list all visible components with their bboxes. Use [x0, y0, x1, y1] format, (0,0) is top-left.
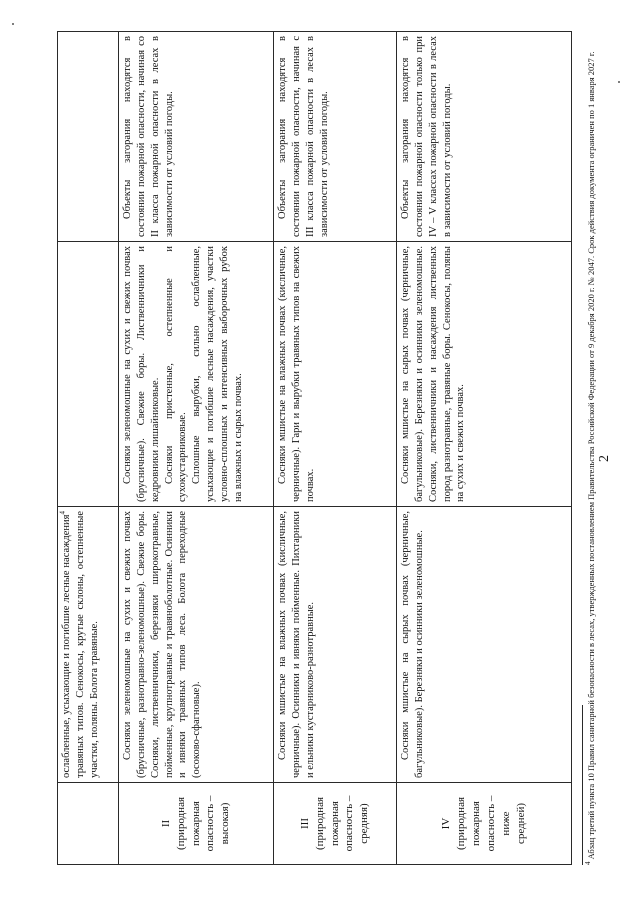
class-number: IV — [440, 817, 453, 830]
other-vegetation-cell — [274, 242, 397, 507]
class-desc-line: пожарная — [328, 801, 341, 846]
class-desc-line: опасность – — [485, 795, 497, 852]
scan-speck — [618, 81, 620, 83]
conditions-cell — [397, 32, 572, 242]
conditions-cell — [58, 32, 119, 242]
other-vegetation-paragraph: Сосняки зеленомошные на сухих и свежих почвах (брусничные). Свежие боры. Лиственничники и кедровники лишайниковые. — [122, 246, 161, 502]
class-desc-line: ниже — [499, 811, 512, 836]
class-cell — [58, 783, 119, 865]
other-vegetation-paragraph: Сосняки пристенные, остепненные и сухокустарниковые. — [163, 246, 189, 502]
vegetation-cell — [58, 507, 119, 783]
other-vegetation-paragraph: Сосняки мшистые на сырых почвах (черничные, багульниковые). Березняки и осинники зеленомошные. Сосняки, лиственничники и насаждения лиственных пород разнотравные, травяные боры. Сенокосы, поляны на сухих и свежих почвах. — [400, 246, 467, 502]
class-desc-line: (природная — [455, 796, 468, 851]
vegetation-text-rest: травяных типов. Сенокосы, крутые склоны, остепненные участки, поляны. Болота травяные. — [74, 511, 100, 778]
conditions-text: Объекты загорания находятся в состоянии пожарной опасности, начиная со II класса пожарной опасности в лесах в зависимости от условий погоды. — [122, 36, 175, 237]
class-desc-line: (природная — [174, 796, 187, 851]
class-cell — [397, 783, 572, 865]
other-vegetation-paragraph: Сплошные вырубки, сильно ослабленные, усыхающие и погибшие лесные насаждения, участки условно-сплошных и интенсивных выборочных рубок на влажных и сырых почвах. — [191, 246, 244, 502]
table-row-class-iv — [397, 32, 572, 865]
page-number: 2 — [597, 455, 612, 462]
class-desc-line: средняя) — [358, 803, 371, 844]
vegetation-text: Сосняки зеленомошные на сухих и свежих почвах (брусничные, разнотравно-зеленомошные). Свежие боры. Сосняки, лиственничники, березняки широкотравные, пойменные, крупнотравные и травяноболотные. Осинники и ивняки травяных типов леса. Болота переходные (осоково-сфагновые). — [122, 511, 203, 778]
class-desc-line: пожарная — [470, 801, 483, 846]
table-row-continued — [58, 32, 119, 865]
class-desc-line: опасность – — [343, 795, 356, 852]
class-desc-line: средней) — [514, 802, 527, 845]
class-number: III — [298, 818, 311, 829]
vegetation-text: ослабленные, усыхающие и погибшие лесные насаждения — [61, 514, 72, 778]
conditions-cell — [274, 32, 397, 242]
fire-hazard-class-table — [57, 31, 572, 865]
class-desc-line: высокая) — [219, 802, 232, 845]
class-cell — [274, 783, 397, 865]
class-desc-line: (природная — [313, 796, 326, 851]
other-vegetation-cell — [58, 242, 119, 507]
conditions-text: Объекты загорания находятся в состоянии пожарной опасности, начиная с III класса пожарной опасности в лесах в зависимости от условий погоды. — [277, 36, 330, 237]
vegetation-text: Сосняки мшистые на сырых почвах (черничные, багульниковые). Березняки и осинники зеленомошные. — [400, 511, 425, 778]
scan-speck — [12, 23, 14, 25]
other-vegetation-cell — [119, 242, 274, 507]
footnote-number: 4 — [584, 861, 593, 865]
vegetation-cell — [397, 507, 572, 783]
footnote — [586, 45, 597, 865]
class-number: II — [159, 819, 172, 828]
footnote-text: Абзац третий пункта 10 Правил санитарной безопасности в лесах, утвержденных постановлением Правительства Российской Федерации от 9 декабря 2020 г. № 2047. Срок действия документа ограничен по 1 января 2027 г. — [586, 51, 596, 862]
class-desc-line: опасность – — [204, 795, 217, 852]
class-cell — [119, 783, 274, 865]
vegetation-cell — [274, 507, 397, 783]
other-vegetation-paragraph: Сосняки мшистые на влажных почвах (кисличные, черничные). Гари и вырубки травяных типов на свежих почвах. — [277, 246, 316, 502]
footnote-ref: 4 — [58, 511, 67, 515]
conditions-text: Объекты загорания находятся в состоянии пожарной опасности только при IV – V классах пожарной опасности в лесах в зависимости от условий погоды. — [400, 36, 453, 237]
table-row-class-ii — [119, 32, 274, 865]
table-row-class-iii — [274, 32, 397, 865]
conditions-cell — [119, 32, 274, 242]
vegetation-text: Сосняки мшистые на влажных почвах (кисличные, черничные). Осинники и ивняки пойменные. Пихтарники и ельники кустарниково-разнотравные. — [277, 511, 316, 778]
vegetation-cell — [119, 507, 274, 783]
other-vegetation-cell — [397, 242, 572, 507]
footnote-separator — [582, 705, 583, 865]
class-desc-line: пожарная — [189, 801, 202, 846]
